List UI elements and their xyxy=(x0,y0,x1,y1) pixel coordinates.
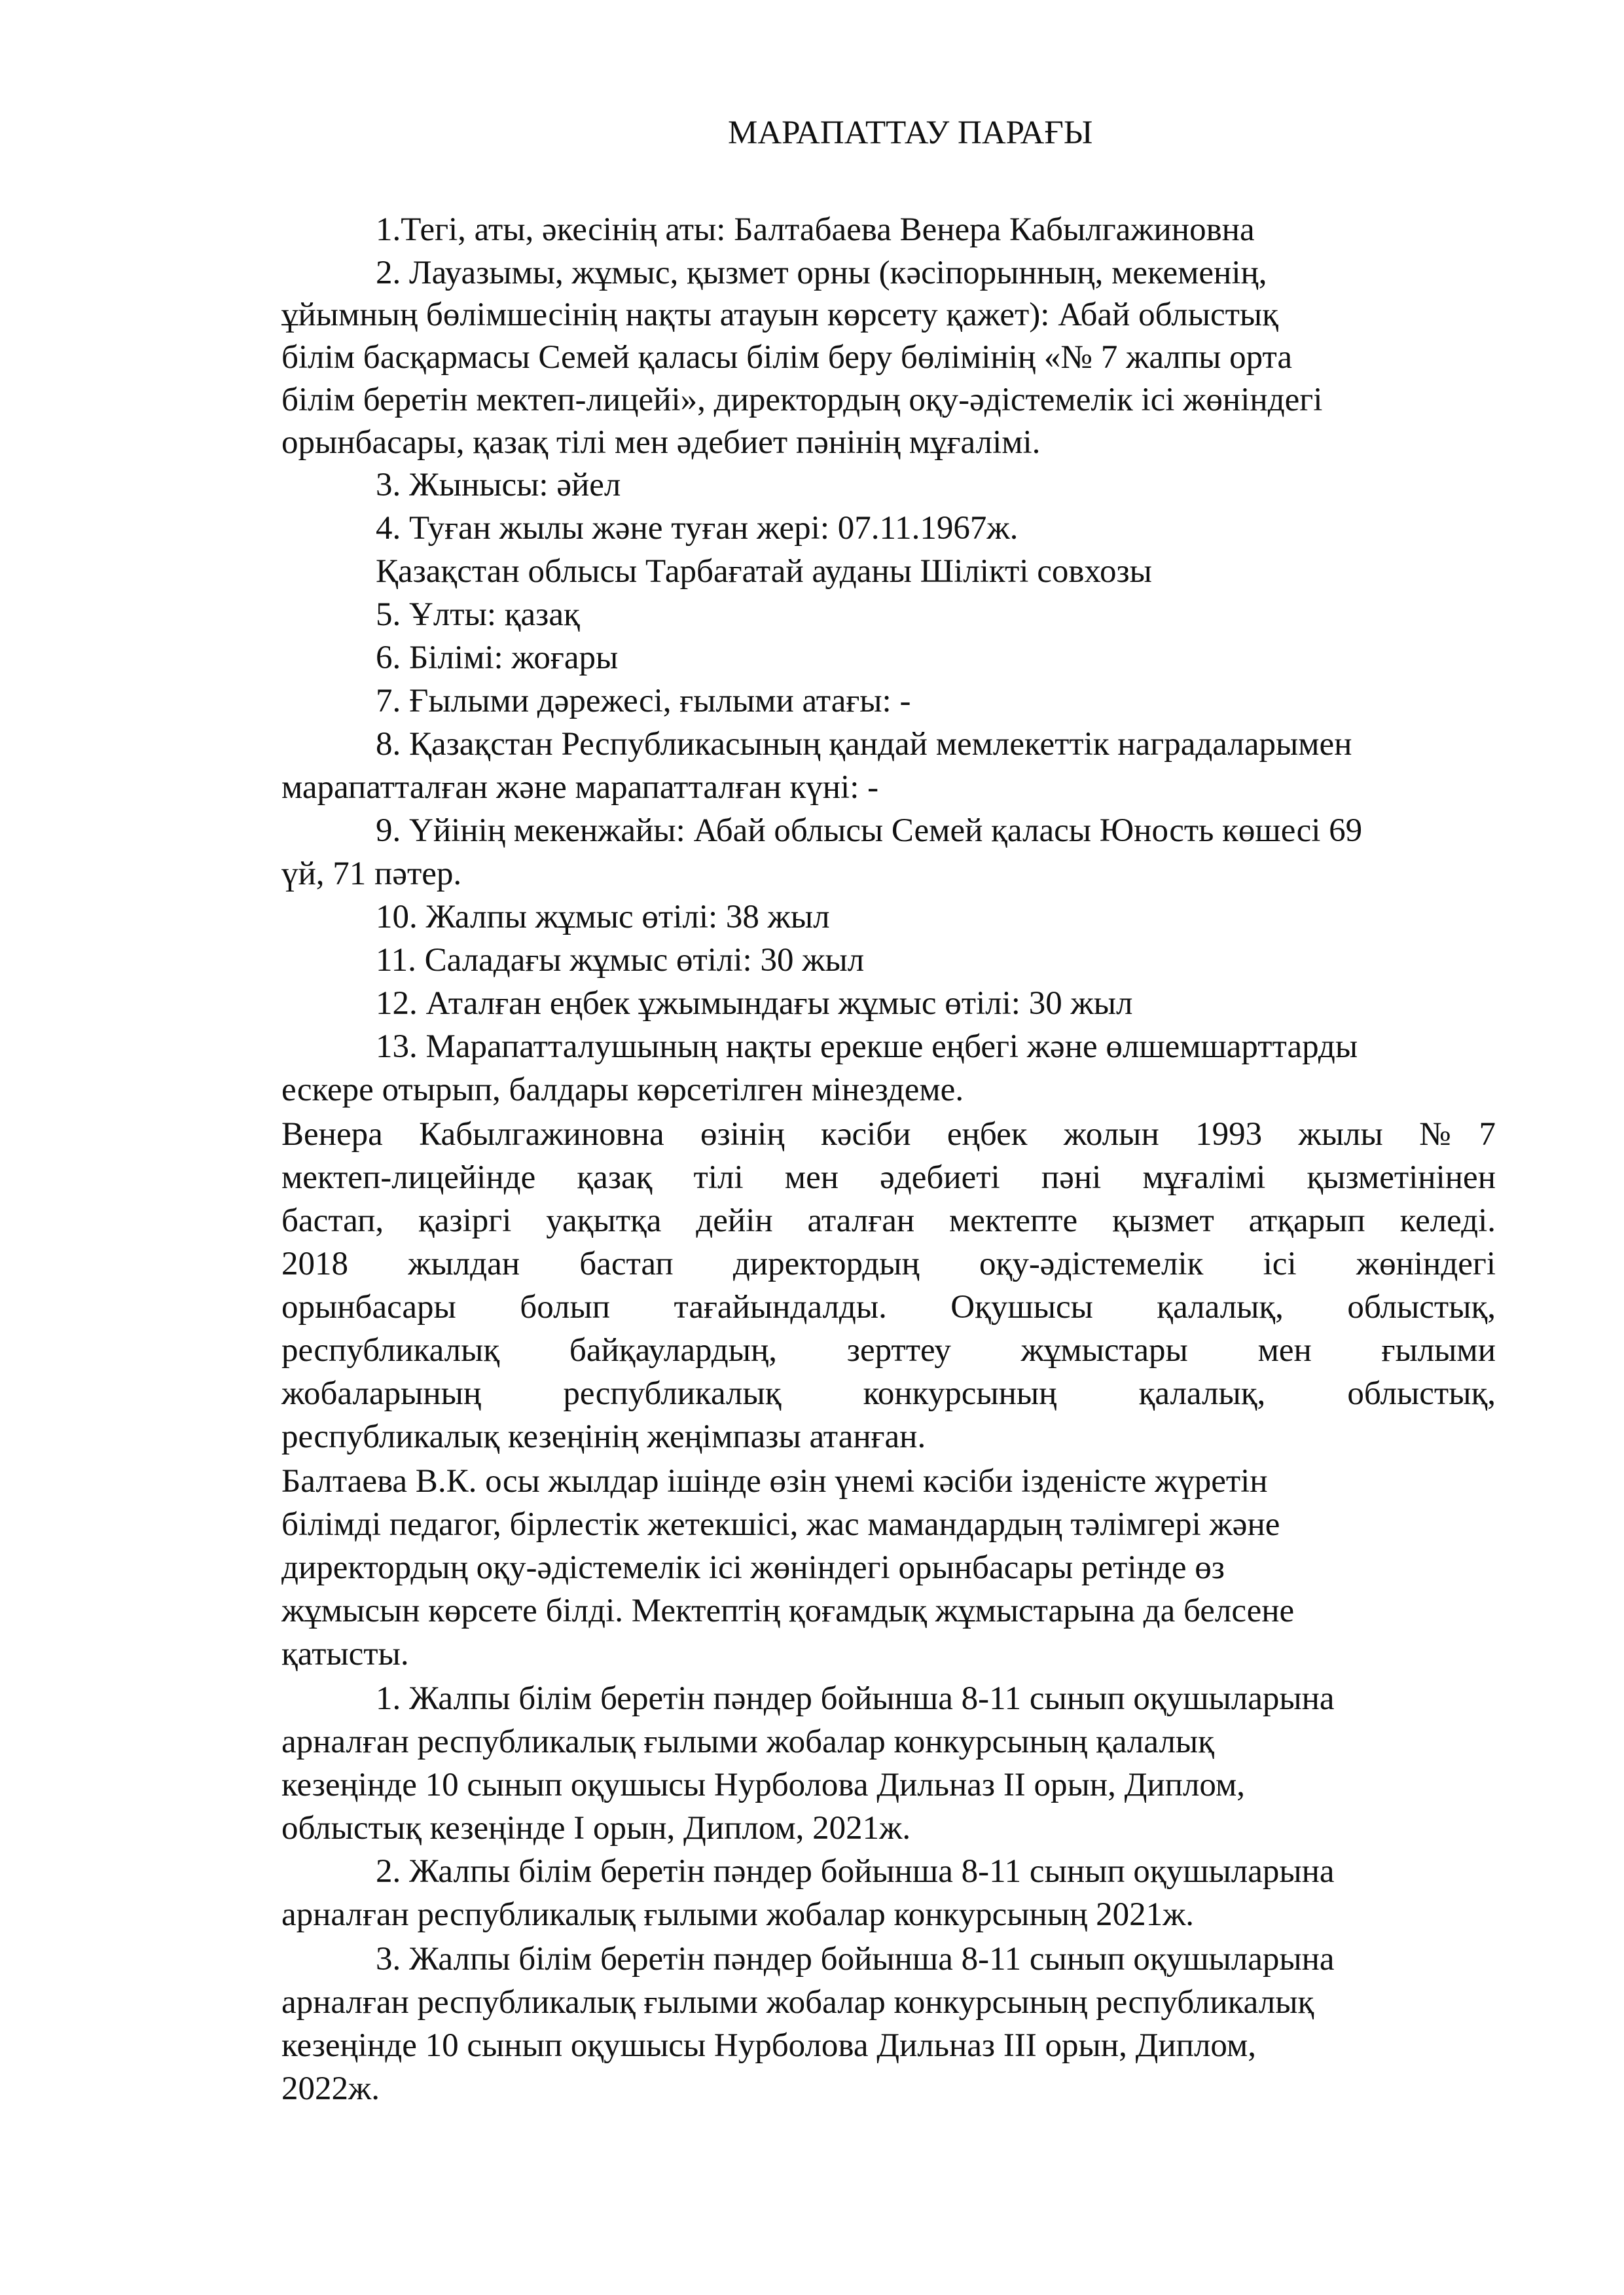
item-2-position-line: орынбасары, қазақ тілі мен әдебиет пәнінің мұғалімі. xyxy=(281,424,1041,461)
item-1-fullname: 1.Тегі, аты, әкесінің аты: Балтабаева Венера Кабылгажиновна xyxy=(376,211,1255,248)
characteristic-paragraph-line: Венера Кабылгажиновна өзінің кәсіби еңбек жолын 1993 жылы №7 xyxy=(281,1116,1496,1153)
achievement-2: 2. Жалпы білім беретін пәндер бойынша 8-11 сынып оқушыларына xyxy=(376,1853,1335,1890)
item-13-characteristic-line: ескере отырып, балдары көрсетілген мінездеме. xyxy=(281,1072,964,1108)
document-title: МАРАПАТТАУ ПАРАҒЫ xyxy=(728,115,1093,151)
item-4-birthplace: Қазақстан облысы Тарбағатай ауданы Шілікті совхозы xyxy=(376,553,1152,590)
item-2-position-line: ұйымның бөлімшесінің нақты атауын көрсету қажет): Абай облыстық xyxy=(281,297,1278,333)
item-9-address: 9. Үйінің мекенжайы: Абай облысы Семей қаласы Юность көшесі 69 xyxy=(376,812,1363,849)
achievement-1-line: кезеңінде 10 сынып оқушысы Нурболова Дильназ II орын, Диплом, xyxy=(281,1767,1245,1803)
achievement-1: 1. Жалпы білім беретін пәндер бойынша 8-11 сынып оқушыларына xyxy=(376,1680,1335,1717)
item-3-gender: 3. Жынысы: әйел xyxy=(376,467,621,503)
characteristic-paragraph-line: бастап, қазіргі уақытқа дейін аталған мектепте қызмет атқарып келеді. xyxy=(281,1202,1496,1239)
item-12-team-experience: 12. Аталған еңбек ұжымындағы жұмыс өтілі: 30 жыл xyxy=(376,985,1133,1022)
characteristic-paragraph-line: орынбасары болып тағайындалды. Оқушысы қалалық, облыстық, xyxy=(281,1289,1496,1326)
item-13-characteristic: 13. Марапатталушының нақты ерекше еңбегі және өлшемшарттарды xyxy=(376,1028,1358,1065)
achievement-1-line: облыстық кезеңінде I орын, Диплом, 2021ж. xyxy=(281,1810,911,1847)
achievement-3-line: 2022ж. xyxy=(281,2070,380,2107)
characteristic-paragraph-line: жобаларының республикалық конкурсының қалалық, облыстық, xyxy=(281,1375,1496,1412)
achievement-3: 3. Жалпы білім беретін пәндер бойынша 8-11 сынып оқушыларына xyxy=(376,1941,1335,1978)
summary-paragraph-line: Балтаева В.К. осы жылдар ішінде өзін үнемі кәсіби ізденісте жүретін xyxy=(281,1463,1268,1500)
item-6-education: 6. Білімі: жоғары xyxy=(376,640,619,676)
characteristic-paragraph-line: мектеп-лицейінде қазақ тілі мен әдебиеті пәні мұғалімі қызметінінен xyxy=(281,1159,1496,1196)
summary-paragraph-line: директордың оқу-әдістемелік ісі жөніндегі орынбасары ретінде өз xyxy=(281,1549,1225,1586)
item-11-field-experience: 11. Саладағы жұмыс өтілі: 30 жыл xyxy=(376,942,865,979)
item-9-address-line: үй, 71 пәтер. xyxy=(281,856,462,892)
item-2-position: 2. Лауазымы, жұмыс, қызмет орны (кәсіпорынның, мекеменің, xyxy=(376,255,1267,291)
item-8-awards-line: марапатталған және марапатталған күні: - xyxy=(281,769,879,806)
item-2-position-line: білім беретін мектеп-лицейі», директордың оқу-әдістемелік ісі жөніндегі xyxy=(281,382,1323,418)
characteristic-paragraph-line: республикалық кезеңінің жеңімпазы атанған. xyxy=(281,1419,926,1455)
achievement-2-line: арналған республикалық ғылыми жобалар конкурсының 2021ж. xyxy=(281,1896,1195,1933)
item-5-nationality: 5. Ұлты: қазақ xyxy=(376,596,580,633)
achievement-3-line: арналған республикалық ғылыми жобалар конкурсының республикалық xyxy=(281,1984,1314,2021)
item-10-total-experience: 10. Жалпы жұмыс өтілі: 38 жыл xyxy=(376,899,830,935)
achievement-3-line: кезеңінде 10 сынып оқушысы Нурболова Дильназ III орын, Диплом, xyxy=(281,2027,1256,2064)
characteristic-paragraph-line: республикалық байқаулардың, зерттеу жұмыстары мен ғылыми xyxy=(281,1332,1496,1369)
summary-paragraph-line: қатысты. xyxy=(281,1636,409,1672)
summary-paragraph-line: жұмысын көрсете білді. Мектептің қоғамдық жұмыстарына да белсене xyxy=(281,1593,1295,1629)
summary-paragraph-line: білімді педагог, бірлестік жетекшісі, жас мамандардың тәлімгері және xyxy=(281,1506,1280,1543)
item-2-position-line: білім басқармасы Семей қаласы білім беру бөлімінің «№ 7 жалпы орта xyxy=(281,339,1293,376)
item-7-degree: 7. Ғылыми дәрежесі, ғылыми атағы: - xyxy=(376,683,911,719)
item-8-awards: 8. Қазақстан Республикасының қандай мемлекеттік наградаларымен xyxy=(376,726,1352,763)
item-4-birth: 4. Туған жылы және туған жері: 07.11.1967ж. xyxy=(376,510,1019,547)
characteristic-paragraph-line: 2018 жылдан бастап директордың оқу-әдістемелік ісі жөніндегі xyxy=(281,1246,1496,1282)
achievement-1-line: арналған республикалық ғылыми жобалар конкурсының қалалық xyxy=(281,1724,1214,1760)
